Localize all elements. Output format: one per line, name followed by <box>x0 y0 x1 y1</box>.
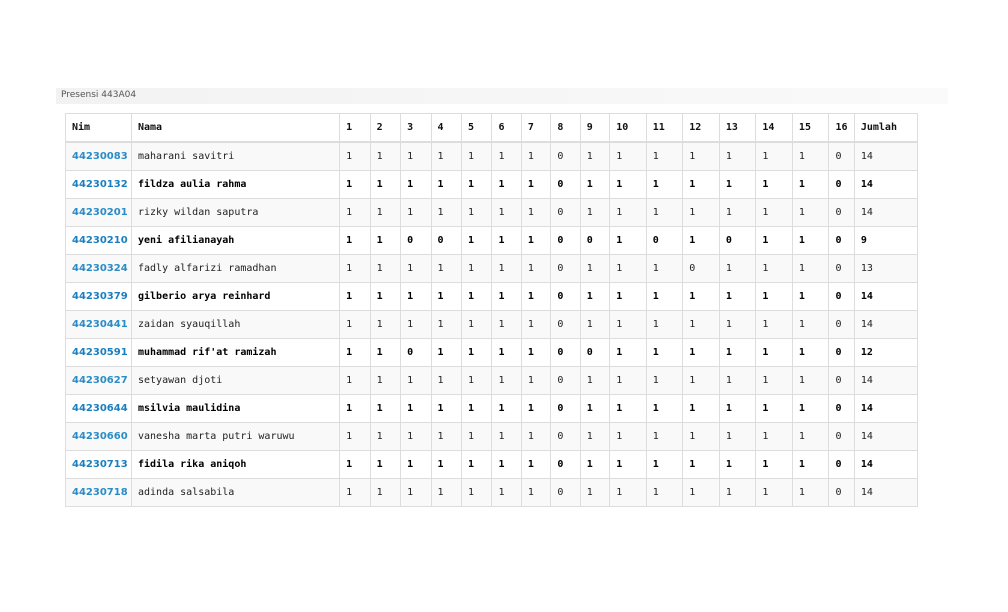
attendance-cell: 1 <box>401 199 431 227</box>
table-row <box>66 227 918 255</box>
attendance-cell: 1 <box>401 395 431 423</box>
attendance-cell: 1 <box>461 142 491 171</box>
attendance-cell: 1 <box>756 311 793 339</box>
attendance-cell: 0 <box>580 227 609 255</box>
attendance-cell: 1 <box>370 142 400 171</box>
attendance-cell: 1 <box>340 367 370 395</box>
attendance-cell: 1 <box>580 142 609 171</box>
attendance-cell: 1 <box>580 311 609 339</box>
header-meeting-1: 1 <box>340 114 370 143</box>
attendance-cell: 0 <box>551 199 580 227</box>
attendance-cell: 1 <box>683 227 720 255</box>
attendance-cell: 1 <box>340 255 370 283</box>
table-row <box>66 199 918 227</box>
attendance-cell: 1 <box>683 451 720 479</box>
attendance-cell: 1 <box>610 199 647 227</box>
nim-link[interactable]: 44230713 <box>72 459 128 470</box>
attendance-cell: 1 <box>521 142 550 171</box>
nama-cell: yeni afilianayah <box>132 227 340 255</box>
attendance-cell: 1 <box>646 423 683 451</box>
attendance-cell: 1 <box>719 423 756 451</box>
header-meeting-4: 4 <box>431 114 461 143</box>
nama-cell: msilvia maulidina <box>132 395 340 423</box>
nim-cell <box>66 255 132 283</box>
attendance-cell: 1 <box>461 423 491 451</box>
attendance-cell: 1 <box>610 142 647 171</box>
nama-cell: fildza aulia rahma <box>132 171 340 199</box>
header-meeting-11: 11 <box>646 114 683 143</box>
attendance-cell: 1 <box>492 451 521 479</box>
attendance-cell: 1 <box>431 479 461 507</box>
header-nama: Nama <box>132 114 340 143</box>
attendance-cell: 1 <box>792 423 829 451</box>
attendance-cell: 1 <box>370 395 400 423</box>
nim-cell <box>66 395 132 423</box>
attendance-cell: 1 <box>340 395 370 423</box>
nim-cell <box>66 479 132 507</box>
attendance-cell: 1 <box>521 255 550 283</box>
header-meeting-7: 7 <box>521 114 550 143</box>
table-row <box>66 339 918 367</box>
table-caption: Presensi 443A04 <box>61 90 137 100</box>
header-meeting-8: 8 <box>551 114 580 143</box>
jumlah-cell: 12 <box>854 339 917 367</box>
attendance-cell: 0 <box>829 283 854 311</box>
nim-link[interactable]: 44230644 <box>72 403 128 414</box>
attendance-cell: 1 <box>492 283 521 311</box>
attendance-cell: 1 <box>461 339 491 367</box>
attendance-cell: 0 <box>580 339 609 367</box>
attendance-cell: 1 <box>646 395 683 423</box>
nama-cell: gilberio arya reinhard <box>132 283 340 311</box>
attendance-cell: 1 <box>580 283 609 311</box>
attendance-cell: 1 <box>461 311 491 339</box>
nama-cell: maharani savitri <box>132 142 340 171</box>
jumlah-cell: 14 <box>854 395 917 423</box>
attendance-cell: 1 <box>521 479 550 507</box>
attendance-cell: 1 <box>580 423 609 451</box>
attendance-cell: 1 <box>756 227 793 255</box>
nim-cell <box>66 227 132 255</box>
attendance-cell: 1 <box>492 479 521 507</box>
attendance-cell: 1 <box>792 199 829 227</box>
attendance-cell: 0 <box>829 479 854 507</box>
nim-link[interactable]: 44230132 <box>72 179 128 190</box>
attendance-cell: 1 <box>370 339 400 367</box>
attendance-cell: 1 <box>646 451 683 479</box>
attendance-cell: 1 <box>370 367 400 395</box>
attendance-cell: 1 <box>521 423 550 451</box>
nama-cell: fadly alfarizi ramadhan <box>132 255 340 283</box>
nim-cell <box>66 451 132 479</box>
attendance-cell: 1 <box>683 199 720 227</box>
nim-link[interactable]: 44230718 <box>72 487 128 498</box>
attendance-cell: 0 <box>551 451 580 479</box>
attendance-cell: 1 <box>431 311 461 339</box>
attendance-cell: 1 <box>401 367 431 395</box>
attendance-cell: 1 <box>580 199 609 227</box>
attendance-cell: 0 <box>829 142 854 171</box>
attendance-cell: 1 <box>646 311 683 339</box>
attendance-cell: 0 <box>401 227 431 255</box>
attendance-cell: 1 <box>792 367 829 395</box>
attendance-cell: 1 <box>683 395 720 423</box>
attendance-cell: 1 <box>610 171 647 199</box>
attendance-cell: 1 <box>340 283 370 311</box>
attendance-cell: 1 <box>521 227 550 255</box>
attendance-cell: 1 <box>580 255 609 283</box>
nim-link[interactable]: 44230660 <box>72 431 128 442</box>
attendance-table <box>65 113 918 507</box>
attendance-cell: 1 <box>719 451 756 479</box>
attendance-cell: 1 <box>521 171 550 199</box>
attendance-cell: 0 <box>829 255 854 283</box>
attendance-cell: 1 <box>492 367 521 395</box>
attendance-cell: 1 <box>461 367 491 395</box>
attendance-cell: 1 <box>521 199 550 227</box>
attendance-cell: 1 <box>340 479 370 507</box>
nama-cell: vanesha marta putri waruwu <box>132 423 340 451</box>
table-row <box>66 395 918 423</box>
attendance-cell: 1 <box>340 142 370 171</box>
attendance-cell: 1 <box>756 142 793 171</box>
attendance-cell: 1 <box>340 339 370 367</box>
attendance-cell: 1 <box>370 311 400 339</box>
nama-cell: muhammad rif'at ramizah <box>132 339 340 367</box>
nim-cell <box>66 199 132 227</box>
attendance-cell: 1 <box>610 311 647 339</box>
attendance-cell: 1 <box>401 479 431 507</box>
attendance-cell: 1 <box>646 283 683 311</box>
attendance-cell: 0 <box>646 227 683 255</box>
attendance-cell: 1 <box>340 199 370 227</box>
attendance-cell: 1 <box>610 283 647 311</box>
attendance-cell: 1 <box>683 311 720 339</box>
attendance-cell: 1 <box>792 255 829 283</box>
attendance-cell: 0 <box>829 339 854 367</box>
attendance-cell: 1 <box>756 451 793 479</box>
header-meeting-5: 5 <box>461 114 491 143</box>
attendance-cell: 1 <box>461 451 491 479</box>
attendance-cell: 1 <box>401 423 431 451</box>
jumlah-cell: 14 <box>854 142 917 171</box>
nim-link[interactable]: 44230210 <box>72 235 128 246</box>
attendance-cell: 1 <box>340 227 370 255</box>
nim-link[interactable]: 44230201 <box>72 207 128 218</box>
attendance-cell: 1 <box>431 199 461 227</box>
table-row <box>66 479 918 507</box>
header-meeting-3: 3 <box>401 114 431 143</box>
jumlah-cell: 13 <box>854 255 917 283</box>
jumlah-cell: 14 <box>854 367 917 395</box>
nim-cell <box>66 423 132 451</box>
header-meeting-16: 16 <box>829 114 854 143</box>
jumlah-cell: 14 <box>854 171 917 199</box>
nim-cell <box>66 367 132 395</box>
nim-link[interactable]: 44230627 <box>72 375 128 386</box>
attendance-cell: 1 <box>401 171 431 199</box>
attendance-cell: 0 <box>829 451 854 479</box>
attendance-cell: 1 <box>461 283 491 311</box>
attendance-cell: 1 <box>792 142 829 171</box>
table-row <box>66 142 918 171</box>
attendance-cell: 1 <box>683 142 720 171</box>
attendance-cell: 0 <box>551 395 580 423</box>
attendance-cell: 1 <box>610 395 647 423</box>
attendance-cell: 1 <box>756 479 793 507</box>
attendance-cell: 1 <box>719 479 756 507</box>
nama-cell: rizky wildan saputra <box>132 199 340 227</box>
attendance-cell: 1 <box>719 395 756 423</box>
attendance-cell: 1 <box>370 423 400 451</box>
attendance-cell: 1 <box>431 451 461 479</box>
attendance-cell: 1 <box>401 255 431 283</box>
attendance-cell: 0 <box>551 171 580 199</box>
header-meeting-6: 6 <box>492 114 521 143</box>
attendance-cell: 0 <box>829 199 854 227</box>
attendance-cell: 1 <box>401 311 431 339</box>
attendance-cell: 1 <box>492 395 521 423</box>
attendance-cell: 1 <box>492 339 521 367</box>
attendance-cell: 0 <box>683 255 720 283</box>
attendance-cell: 1 <box>492 255 521 283</box>
nama-cell: setyawan djoti <box>132 367 340 395</box>
attendance-cell: 1 <box>431 423 461 451</box>
attendance-cell: 1 <box>461 395 491 423</box>
attendance-cell: 1 <box>401 451 431 479</box>
attendance-cell: 1 <box>792 311 829 339</box>
nama-cell: zaidan syauqillah <box>132 311 340 339</box>
attendance-cell: 1 <box>719 142 756 171</box>
attendance-cell: 1 <box>792 339 829 367</box>
nim-link[interactable]: 44230591 <box>72 347 128 358</box>
attendance-cell: 0 <box>551 423 580 451</box>
caption-bar <box>56 88 948 104</box>
attendance-cell: 1 <box>610 339 647 367</box>
attendance-cell: 0 <box>829 311 854 339</box>
attendance-cell: 1 <box>492 199 521 227</box>
attendance-cell: 1 <box>683 367 720 395</box>
jumlah-cell: 14 <box>854 199 917 227</box>
attendance-cell: 0 <box>719 227 756 255</box>
table-header-row <box>66 114 918 143</box>
nama-cell: adinda salsabila <box>132 479 340 507</box>
attendance-cell: 0 <box>551 227 580 255</box>
nim-link[interactable]: 44230441 <box>72 319 128 330</box>
attendance-cell: 1 <box>340 311 370 339</box>
attendance-cell: 1 <box>792 395 829 423</box>
nim-link[interactable]: 44230324 <box>72 263 128 274</box>
header-meeting-9: 9 <box>580 114 609 143</box>
attendance-cell: 0 <box>401 339 431 367</box>
attendance-cell: 1 <box>580 171 609 199</box>
attendance-cell: 0 <box>551 479 580 507</box>
attendance-cell: 1 <box>756 423 793 451</box>
attendance-cell: 1 <box>401 283 431 311</box>
attendance-cell: 1 <box>719 199 756 227</box>
attendance-cell: 1 <box>580 451 609 479</box>
attendance-cell: 1 <box>370 451 400 479</box>
table-row <box>66 451 918 479</box>
attendance-cell: 1 <box>492 423 521 451</box>
attendance-cell: 1 <box>340 451 370 479</box>
attendance-cell: 0 <box>551 255 580 283</box>
attendance-cell: 0 <box>829 395 854 423</box>
attendance-cell: 1 <box>431 395 461 423</box>
table-row <box>66 311 918 339</box>
attendance-cell: 0 <box>431 227 461 255</box>
attendance-cell: 1 <box>580 395 609 423</box>
attendance-cell: 1 <box>719 283 756 311</box>
attendance-cell: 1 <box>646 339 683 367</box>
attendance-cell: 1 <box>610 367 647 395</box>
attendance-cell: 1 <box>792 227 829 255</box>
attendance-cell: 0 <box>551 339 580 367</box>
attendance-cell: 1 <box>792 171 829 199</box>
nim-cell <box>66 283 132 311</box>
attendance-cell: 1 <box>431 171 461 199</box>
attendance-cell: 1 <box>683 479 720 507</box>
attendance-cell: 1 <box>461 171 491 199</box>
jumlah-cell: 14 <box>854 283 917 311</box>
jumlah-cell: 14 <box>854 423 917 451</box>
jumlah-cell: 14 <box>854 311 917 339</box>
attendance-cell: 0 <box>551 367 580 395</box>
attendance-cell: 1 <box>756 395 793 423</box>
attendance-cell: 1 <box>683 171 720 199</box>
attendance-cell: 1 <box>521 451 550 479</box>
attendance-cell: 1 <box>610 423 647 451</box>
attendance-cell: 0 <box>551 283 580 311</box>
attendance-cell: 1 <box>719 311 756 339</box>
attendance-cell: 1 <box>646 199 683 227</box>
attendance-cell: 0 <box>551 142 580 171</box>
attendance-cell: 1 <box>792 479 829 507</box>
attendance-cell: 1 <box>370 283 400 311</box>
attendance-cell: 1 <box>492 171 521 199</box>
nim-cell <box>66 311 132 339</box>
header-meeting-2: 2 <box>370 114 400 143</box>
attendance-cell: 1 <box>756 283 793 311</box>
table-row <box>66 255 918 283</box>
attendance-cell: 0 <box>829 367 854 395</box>
attendance-cell: 1 <box>756 255 793 283</box>
header-meeting-14: 14 <box>756 114 793 143</box>
jumlah-cell: 14 <box>854 479 917 507</box>
attendance-cell: 1 <box>431 367 461 395</box>
attendance-cell: 1 <box>610 227 647 255</box>
attendance-cell: 1 <box>370 199 400 227</box>
header-meeting-15: 15 <box>792 114 829 143</box>
attendance-cell: 1 <box>521 339 550 367</box>
attendance-cell: 1 <box>756 171 793 199</box>
table-row <box>66 171 918 199</box>
nim-link[interactable]: 44230379 <box>72 291 128 302</box>
attendance-cell: 1 <box>683 339 720 367</box>
attendance-cell: 1 <box>792 283 829 311</box>
attendance-cell: 1 <box>492 142 521 171</box>
attendance-cell: 1 <box>756 367 793 395</box>
attendance-cell: 1 <box>719 339 756 367</box>
attendance-cell: 1 <box>610 255 647 283</box>
attendance-cell: 1 <box>792 451 829 479</box>
attendance-cell: 0 <box>551 311 580 339</box>
attendance-cell: 1 <box>431 283 461 311</box>
attendance-cell: 1 <box>370 171 400 199</box>
attendance-cell: 1 <box>683 283 720 311</box>
attendance-cell: 1 <box>756 199 793 227</box>
attendance-cell: 1 <box>646 171 683 199</box>
attendance-cell: 1 <box>461 479 491 507</box>
table-row <box>66 423 918 451</box>
header-meeting-10: 10 <box>610 114 647 143</box>
nim-cell <box>66 339 132 367</box>
attendance-cell: 1 <box>610 479 647 507</box>
attendance-cell: 1 <box>340 171 370 199</box>
attendance-cell: 1 <box>646 367 683 395</box>
attendance-cell: 1 <box>646 479 683 507</box>
attendance-cell: 1 <box>719 171 756 199</box>
attendance-cell: 1 <box>340 423 370 451</box>
attendance-cell: 1 <box>580 367 609 395</box>
nim-link[interactable]: 44230083 <box>72 151 128 162</box>
header-jumlah: Jumlah <box>854 114 917 143</box>
attendance-cell: 1 <box>683 423 720 451</box>
attendance-cell: 1 <box>370 479 400 507</box>
attendance-cell: 1 <box>646 142 683 171</box>
attendance-cell: 0 <box>829 423 854 451</box>
attendance-cell: 1 <box>370 255 400 283</box>
header-meeting-13: 13 <box>719 114 756 143</box>
attendance-cell: 1 <box>370 227 400 255</box>
header-meeting-12: 12 <box>683 114 720 143</box>
attendance-cell: 1 <box>461 255 491 283</box>
nama-cell: fidila rika aniqoh <box>132 451 340 479</box>
attendance-cell: 1 <box>756 339 793 367</box>
header-nim: Nim <box>66 114 132 143</box>
attendance-cell: 1 <box>461 199 491 227</box>
nim-cell <box>66 142 132 171</box>
attendance-cell: 1 <box>521 367 550 395</box>
attendance-cell: 1 <box>401 142 431 171</box>
attendance-cell: 1 <box>521 283 550 311</box>
jumlah-cell: 9 <box>854 227 917 255</box>
attendance-cell: 1 <box>492 311 521 339</box>
attendance-cell: 1 <box>431 255 461 283</box>
attendance-cell: 1 <box>431 142 461 171</box>
attendance-cell: 1 <box>521 311 550 339</box>
attendance-cell: 1 <box>580 479 609 507</box>
table-row <box>66 367 918 395</box>
attendance-cell: 1 <box>431 339 461 367</box>
attendance-cell: 0 <box>829 171 854 199</box>
attendance-cell: 1 <box>610 451 647 479</box>
attendance-cell: 1 <box>719 367 756 395</box>
attendance-cell: 1 <box>719 255 756 283</box>
nim-cell <box>66 171 132 199</box>
attendance-cell: 1 <box>521 395 550 423</box>
jumlah-cell: 14 <box>854 451 917 479</box>
attendance-cell: 0 <box>829 227 854 255</box>
attendance-cell: 1 <box>646 255 683 283</box>
attendance-cell: 1 <box>461 227 491 255</box>
table-row <box>66 283 918 311</box>
attendance-cell: 1 <box>492 227 521 255</box>
